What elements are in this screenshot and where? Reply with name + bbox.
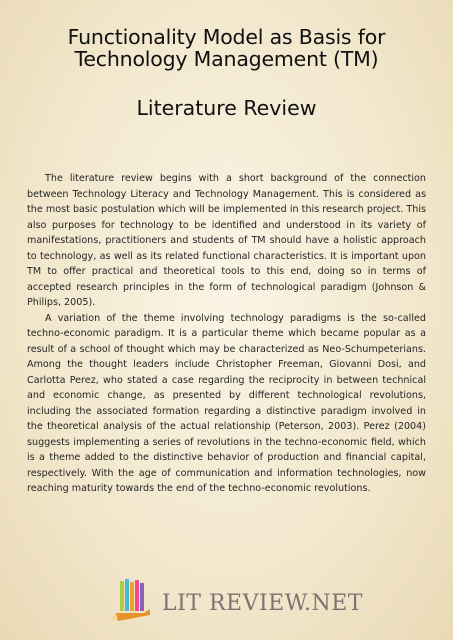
title-line-2: Technology Management (TM)	[74, 47, 379, 71]
title-line-1: Functionality Model as Basis for	[67, 25, 386, 49]
section-heading: Literature Review	[136, 96, 317, 120]
logo-text: LIT REVIEW.NET	[162, 591, 363, 616]
site-logo	[106, 575, 366, 623]
paragraph-2: A variation of the theme involving technology paradigms is the so-called techno-economic paradigm. It is a particular theme which became popular as a result of a school of thought which may be characterized as Neo-Schumpeterians. Among the thought leaders include Christopher Freeman, Giovanni Dosi, and Carlotta Perez, who stated a case regarding the reciprocity in between technical and economic change, as presented by different technological revolutions, including the associated formation regarding a distinctive paradigm involved in the theoretical analysis of the actual relationship (Peterson, 2003). Perez (2004) suggests implementing a series of revolutions in the techno-economic field, which is a theme added to the distinctive behavior of production and financial capital, respectively. With the age of communication and information technologies, now reaching maturity towards the end of the techno-economic revolutions.	[27, 312, 426, 494]
books-pencil-icon	[106, 575, 158, 623]
document-title	[20, 26, 433, 70]
paragraph-1: The literature review begins with a short background of the connection between Technology Literacy and Technology Management. This is considered as the most basic postulation which will be implemented in this research project. This also purposes for technology to be identified and understood in its variety of manifestations, practitioners and students of TM should have a holistic approach to technology, as well as its related functional characteristics. It is important upon TM to offer practical and theoretical tools to this end, doing so in terms of accepted research principles in the form of technological paradigm (Johnson & Philips, 2005).	[27, 173, 426, 308]
body-text	[27, 171, 426, 497]
